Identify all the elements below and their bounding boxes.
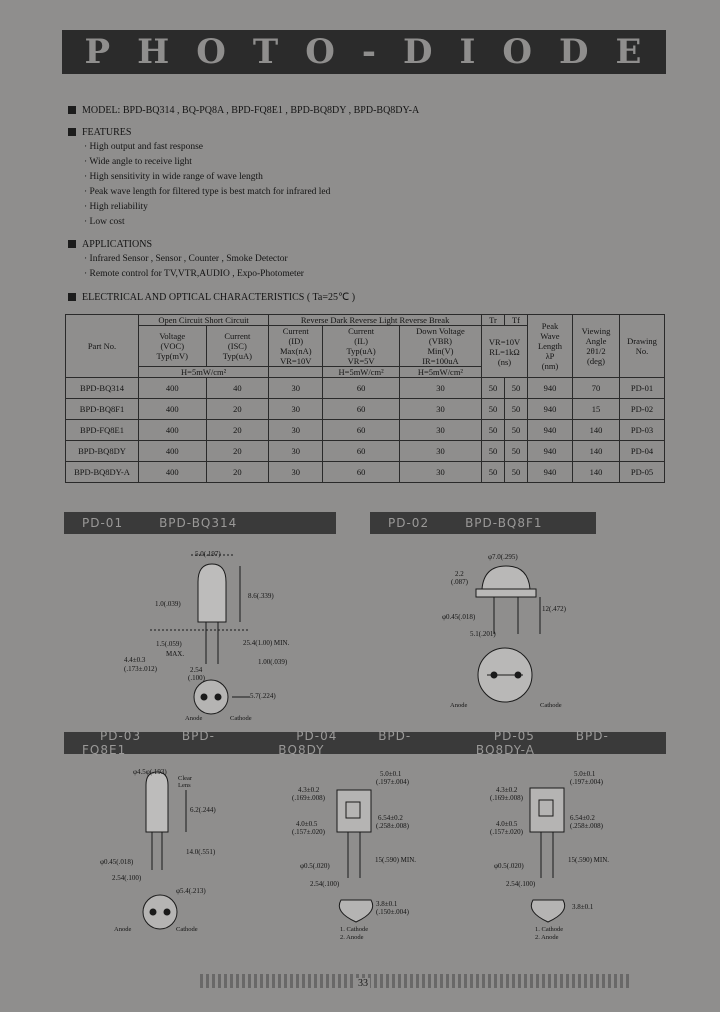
pd04-dim-b: 5.0±0.1 xyxy=(380,770,402,778)
feature-item: · High sensitivity in wide range of wave length xyxy=(84,172,263,182)
pd04-dim-lead: 15(.590) MIN. xyxy=(375,856,417,864)
banner-letter: H xyxy=(137,32,172,72)
pd05-dim-e: 3.8±0.1 xyxy=(572,903,594,911)
pd04-note-1: 1. Cathode xyxy=(340,926,369,933)
pd04-dim-wire: φ0.5(.020) xyxy=(300,862,330,870)
col-trtf-cond: VR=10V RL=1kΩ (ns) xyxy=(482,326,528,378)
pd01-dim-pitch: 2.54 xyxy=(190,666,203,674)
pd02-dim-lead: 12(.472) xyxy=(542,605,566,613)
pd04-dim-c2: (.258±.008) xyxy=(376,822,410,830)
pd05-note-1: 1. Cathode xyxy=(535,926,564,933)
pd02-bottom-view xyxy=(478,648,532,702)
pd04-note-2: 2. Anode xyxy=(340,934,364,941)
pd03-lens-note: Clear Lens xyxy=(178,775,193,789)
pd05-dim-a2: (.169±.008) xyxy=(490,794,524,802)
pd02-cathode-label: Cathode xyxy=(540,702,562,709)
features-heading-text: FEATURES xyxy=(82,127,132,138)
col-tf: Tf xyxy=(505,315,528,326)
banner-letter: D xyxy=(559,32,591,72)
col-part-no: Part No. xyxy=(66,315,139,378)
pd01-dim-flange: 1.0(.039) xyxy=(155,600,181,608)
pd04-dim-a2: (.169±.008) xyxy=(292,794,326,802)
pd04-side-view xyxy=(337,790,371,878)
pd05-bottom-view xyxy=(531,900,564,922)
pd03-dim-height: 6.2(.244) xyxy=(190,806,216,814)
pd04-dim-c: 6.54±0.2 xyxy=(378,814,403,822)
table-row: BPD-BQ8DY 400 20 30 60 30 50 50 940 140 PD-04 xyxy=(66,441,665,462)
pd03-dim-wire: φ0.45(.018) xyxy=(100,858,134,866)
pd05-dim-a: 4.3±0.2 xyxy=(496,786,518,794)
application-item: · Infrared Sensor , Sensor , Counter , Smoke Detector xyxy=(84,254,288,264)
drawing-part: BPD-BQ314 xyxy=(159,516,238,530)
drawing-code: PD-03 xyxy=(100,729,142,743)
feature-item: · Low cost xyxy=(84,217,125,227)
pd04-bottom-view xyxy=(339,900,372,922)
pd02-dim-pitch: 5.1(.201) xyxy=(470,630,496,638)
pd01-dim-base: 5.7(.224) xyxy=(250,692,276,700)
pd03-cathode-label: Cathode xyxy=(176,926,198,933)
pd01-dim-height: 8.6(.339) xyxy=(248,592,274,600)
pd05-dim-d: 4.0±0.5 xyxy=(496,820,518,828)
pd03-dim-pitch: 2.54(.100) xyxy=(112,874,142,882)
table-row: BPD-FQ8E1 400 20 30 60 30 50 50 940 140 PD-03 xyxy=(66,420,665,441)
pd03-dim-base: φ5.4(.213) xyxy=(176,887,206,895)
pd01-dim-lead: 25.4(1.00) MIN. xyxy=(243,639,290,647)
pd04-dim-d2: (.157±.020) xyxy=(292,828,326,836)
electrical-heading-text: ELECTRICAL AND OPTICAL CHARACTERISTICS ( Ta=25℃ ) xyxy=(82,292,356,303)
pd01-anode-label: Anode xyxy=(185,715,203,722)
feature-item: · Wide angle to receive light xyxy=(84,157,192,167)
pd01-dim-d2: (.173±.012) xyxy=(124,665,158,673)
feature-item: · High reliability xyxy=(84,202,148,212)
model-text: BPD-BQ314 , BQ-PQ8A , BPD-FQ8E1 , BPD-BQ8DY , BPD-BQ8DY-A xyxy=(122,105,420,116)
pd02-side-view xyxy=(476,566,540,634)
pd04-dim-b2: (.197±.004) xyxy=(376,778,410,786)
pd05-dim-pitch: 2.54(.100) xyxy=(506,880,536,888)
col-vbr: Down Voltage (VBR) Min(V) IR=100uA xyxy=(399,326,481,367)
application-item: · Remote control for TV,VTR,AUDIO , Expo-Photometer xyxy=(84,269,304,279)
pd01-bottom-view xyxy=(194,680,250,714)
banner-letter: I xyxy=(459,32,478,72)
footer-noise xyxy=(200,974,630,988)
pd04-dim-d: 4.0±0.5 xyxy=(296,820,318,828)
table-row: BPD-BQ8F1 400 20 30 60 30 50 50 940 15 PD-02 xyxy=(66,399,665,420)
pd01-dim-diameter: 5.0(.197) xyxy=(195,550,221,558)
col-group-open-short: Open Circuit Short Circuit xyxy=(139,315,269,326)
drawing-code: PD-04 xyxy=(296,729,338,743)
pd04-dim-a: 4.3±0.2 xyxy=(298,786,320,794)
col-isc: Current (ISC) Typ(uA) xyxy=(206,326,269,367)
table-row: BPD-BQ8DY-A 400 20 30 60 30 50 50 940 140 PD-05 xyxy=(66,462,665,483)
pd01-dim-pitch2: (.100) xyxy=(188,674,205,682)
pd01-dim-d: 4.4±0.3 xyxy=(124,656,146,664)
col-tr: Tr xyxy=(482,315,505,326)
cond-vbr: H=5mW/cm² xyxy=(399,367,481,378)
table-row: BPD-BQ314 400 40 30 60 30 50 50 940 70 PD-01 xyxy=(66,378,665,399)
pd05-dim-wire: φ0.5(.020) xyxy=(494,862,524,870)
section-strip-pd03-05 xyxy=(64,729,666,757)
banner-letter: O xyxy=(196,32,228,72)
drawing-part: BPD-BQ8DY xyxy=(278,729,412,757)
pd01-dim-b: 1.5(.059) xyxy=(156,640,182,648)
col-id: Current (ID) Max(nA) VR=10V xyxy=(269,326,323,367)
pd05-dim-c: 6.54±0.2 xyxy=(570,814,595,822)
pd02-dim-a: 2.2 xyxy=(455,570,464,578)
pd03-dim-lead: 14.0(.551) xyxy=(186,848,216,856)
pd03-bottom-view xyxy=(143,895,177,929)
pd02-anode-label: Anode xyxy=(450,702,468,709)
pd02-dim-diameter: φ7.0(.295) xyxy=(488,553,518,561)
pd05-side-view xyxy=(530,788,564,878)
feature-item: · Peak wave length for filtered type is best match for infrared led xyxy=(84,187,331,197)
col-peak-wavelength: Peak Wave Length λP (nm) xyxy=(528,315,573,378)
feature-item: · High output and fast response xyxy=(84,142,203,152)
pd03-anode-label: Anode xyxy=(114,926,132,933)
applications-heading-text: APPLICATIONS xyxy=(82,239,153,250)
col-group-reverse: Reverse Dark Reverse Light Reverse Break xyxy=(269,315,482,326)
cond-open-short: H=5mW/cm² xyxy=(139,367,269,378)
col-voc: Voltage (VOC) Typ(mV) xyxy=(139,326,207,367)
drawing-code: PD-01 xyxy=(82,516,124,530)
col-drawing-no: Drawing No. xyxy=(620,315,665,378)
drawing-part: BPD-BQ8DY-A xyxy=(475,729,609,757)
pd05-dim-c2: (.258±.008) xyxy=(570,822,604,830)
pd03-dim-diameter: φ4.5φ(.193) xyxy=(133,768,167,776)
banner-letter: E xyxy=(615,32,644,72)
pd02-dim-a2: (.087) xyxy=(451,578,468,586)
pd04-dim-e: 3.8±0.1 xyxy=(376,900,398,908)
banner-letter: T xyxy=(252,32,281,72)
pd01-dim-c: 1.00(.039) xyxy=(258,658,288,666)
pd05-dim-b: 5.0±0.1 xyxy=(574,770,596,778)
pd04-dim-pitch: 2.54(.100) xyxy=(310,880,340,888)
pd01-cathode-label: Cathode xyxy=(230,715,252,722)
banner-letter: P xyxy=(84,32,113,72)
pd05-dim-d2: (.157±.020) xyxy=(490,828,524,836)
banner-letter: D xyxy=(402,32,435,72)
cond-il: H=5mW/cm² xyxy=(323,367,400,378)
drawing-code: PD-05 xyxy=(493,729,535,743)
pd01-dim-max: MAX. xyxy=(166,650,185,658)
banner-letter: O xyxy=(305,32,337,72)
pd02-dim-wire: φ0.45(.018) xyxy=(442,613,476,621)
banner-letter: - xyxy=(361,32,378,72)
drawing-code: PD-02 xyxy=(388,516,430,530)
pd04-dim-e2: (.150±.004) xyxy=(376,908,410,916)
banner-letter: O xyxy=(502,32,535,72)
col-il: Current (IL) Typ(uA) VR=5V xyxy=(323,326,400,367)
pd05-note-2: 2. Anode xyxy=(535,934,559,941)
page-number: 33 xyxy=(358,978,368,989)
model-label: MODEL: xyxy=(82,105,121,116)
drawing-part: BPD-BQ8F1 xyxy=(465,516,543,530)
pd05-dim-lead: 15(.590) MIN. xyxy=(568,856,610,864)
col-viewing-angle: Viewing Angle 2θ1/2 (deg) xyxy=(573,315,620,378)
pd05-dim-b2: (.197±.004) xyxy=(570,778,604,786)
drawing-part: BPD-FQ8E1 xyxy=(82,729,215,757)
